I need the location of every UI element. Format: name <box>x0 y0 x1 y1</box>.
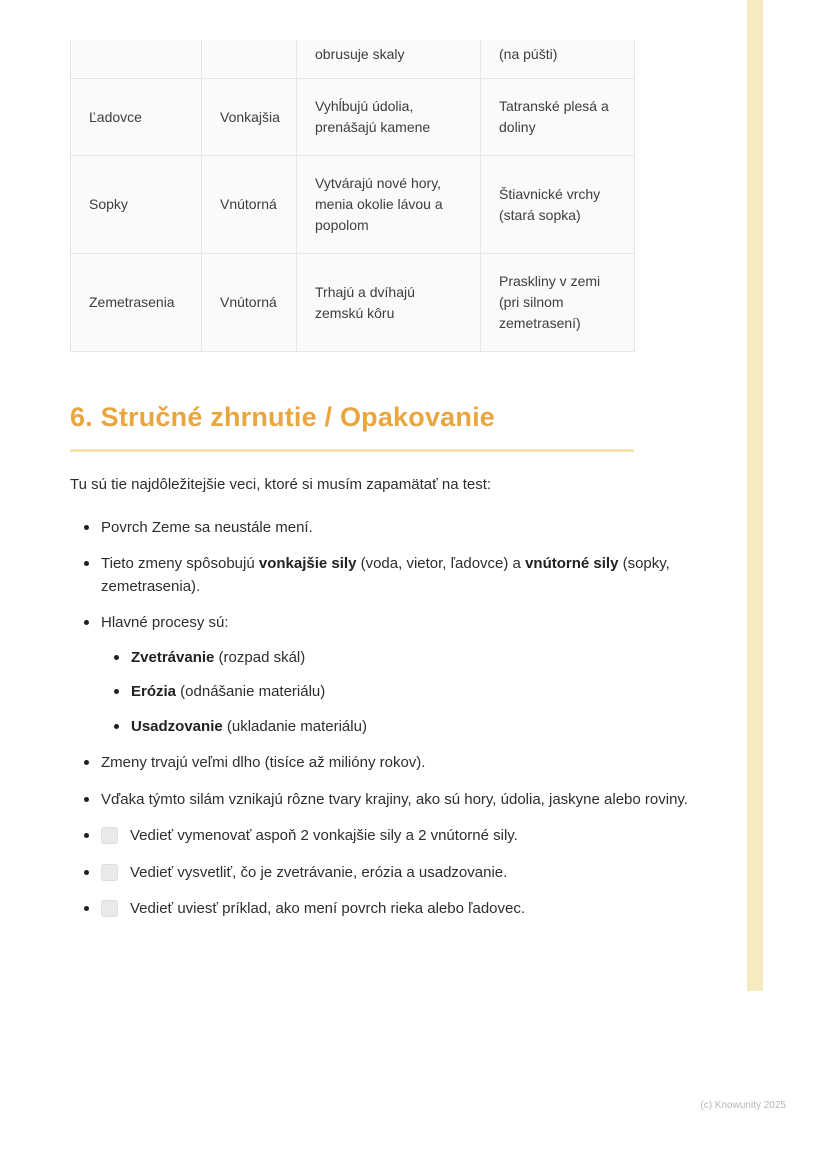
bullet-dot <box>114 689 119 694</box>
nested-list <box>101 647 367 739</box>
page-edge-stripe <box>747 0 763 991</box>
text-segment: (voda, vietor, ľadovce) a <box>356 555 526 572</box>
table-cell: obrusuje skaly <box>297 40 481 79</box>
table-cell: Štiavnické vrchy (stará sopka) <box>481 156 635 254</box>
table-cell: Vonkajšia <box>202 79 297 156</box>
list-item <box>84 612 738 738</box>
list-item-text: Zmeny trvajú veľmi dlho (tisíce až milióny rokov). <box>101 754 426 771</box>
todo-item-text: Vedieť vymenovať aspoň 2 vonkajšie sily a 2 vnútorné sily. <box>130 827 518 844</box>
bold-segment: Zvetrávanie <box>131 648 215 666</box>
list-item <box>84 553 738 598</box>
table-cell: Vnútorná <box>202 156 297 254</box>
todo-checkbox[interactable] <box>101 900 118 917</box>
list-item-text <box>101 553 738 598</box>
table-cell: Ľadovce <box>71 79 202 156</box>
todo-item <box>84 862 738 885</box>
table-cell: Vnútorná <box>202 254 297 352</box>
forces-table <box>70 40 635 352</box>
heading-divider <box>70 449 634 452</box>
todo-item-text: Vedieť uviesť príklad, ako mení povrch rieka alebo ľadovec. <box>130 900 526 917</box>
footer-credit: (c) Knowunity 2025 <box>700 1100 786 1111</box>
intro-text: Tu sú tie najdôležitejšie veci, ktoré si musím zapamätať na test: <box>70 476 492 493</box>
todo-item <box>84 825 738 848</box>
list-item-text: Vďaka týmto silám vznikajú rôzne tvary krajiny, ako sú hory, údolia, jaskyne alebo roviny. <box>101 790 688 808</box>
table-row <box>71 156 635 254</box>
table-cell: Praskliny v zemi (pri silnom zemetrasení) <box>481 254 635 352</box>
bold-segment: vnútorné sily <box>525 555 619 572</box>
bullet-dot <box>84 620 89 625</box>
table-row <box>71 79 635 156</box>
table-cell <box>202 40 297 79</box>
text-segment: Hlavné procesy sú: <box>101 614 229 631</box>
text-segment: (odnášanie materiálu) <box>176 683 326 700</box>
list-item <box>114 681 367 704</box>
table-cell: Vytvárajú nové hory, menia okolie lávou a popolom <box>297 156 481 254</box>
bullet-dot <box>84 760 89 765</box>
table-cell: Trhajú a dvíhajú zemskú kôru <box>297 254 481 352</box>
table-cell: Zemetrasenia <box>71 254 202 352</box>
text-segment: (ukladanie materiálu) <box>222 717 367 735</box>
list-item <box>84 752 738 775</box>
todo-item <box>84 898 738 921</box>
list-item-text <box>131 647 305 670</box>
table-cell: Tatranské plesá a doliny <box>481 79 635 156</box>
todo-item-text: Vedieť vysvetliť, čo je zvetrávanie, erózia a usadzovanie. <box>130 863 508 881</box>
table-row <box>71 254 635 352</box>
text-segment: (sopky, zemetrasenia). <box>101 555 670 595</box>
table-cell <box>71 40 202 79</box>
bullet-dot <box>114 655 119 660</box>
table-cell: (na púšti) <box>481 40 635 79</box>
table-cell: Vyhĺbujú údolia, prenášajú kamene <box>297 79 481 156</box>
bold-segment: Usadzovanie <box>131 717 223 735</box>
list-item-text <box>131 716 367 739</box>
page-content <box>70 40 738 921</box>
todo-checkbox[interactable] <box>101 827 118 844</box>
bullet-dot <box>84 797 89 802</box>
list-item-text: Povrch Zeme sa neustále mení. <box>101 518 313 536</box>
section-heading: 6. Stručné zhrnutie / Opakovanie <box>70 402 496 432</box>
bullet-dot <box>84 833 89 838</box>
bullet-dot <box>84 870 89 875</box>
summary-list <box>70 517 738 921</box>
list-item-text <box>101 612 367 738</box>
list-item <box>114 647 367 670</box>
bullet-dot <box>84 906 89 911</box>
todo-checkbox[interactable] <box>101 864 118 881</box>
list-item <box>84 789 738 812</box>
list-item-text <box>131 681 325 704</box>
bold-segment: Erózia <box>131 683 177 700</box>
bullet-dot <box>84 561 89 566</box>
bold-segment: vonkajšie sily <box>258 555 357 572</box>
table-row <box>71 40 635 79</box>
bullet-dot <box>84 525 89 530</box>
bullet-dot <box>114 724 119 729</box>
text-segment: Tieto zmeny spôsobujú <box>101 555 259 572</box>
list-item <box>84 517 738 540</box>
text-segment: (rozpad skál) <box>214 648 306 666</box>
table-cell: Sopky <box>71 156 202 254</box>
list-item <box>114 716 367 739</box>
